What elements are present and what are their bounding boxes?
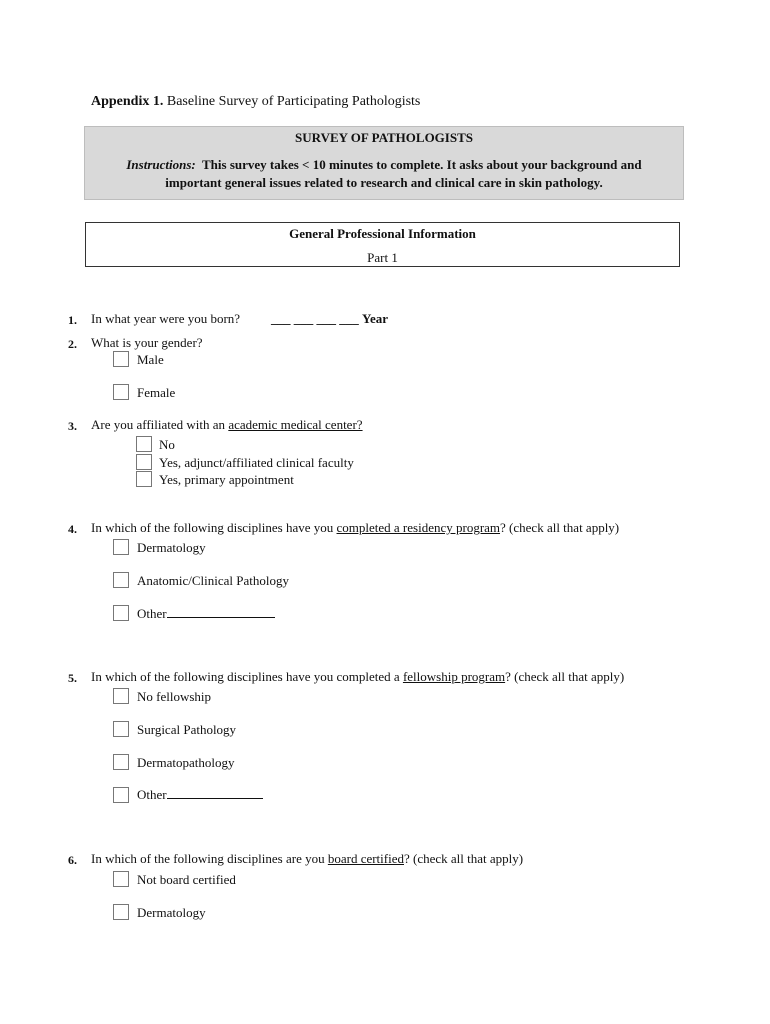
question-number: 4. bbox=[68, 522, 77, 536]
checkbox-female[interactable] bbox=[113, 384, 129, 400]
option-label: Yes, primary appointment bbox=[159, 472, 294, 487]
option-label: Anatomic/Clinical Pathology bbox=[137, 573, 290, 588]
academic-medical-center-link: academic medical center? bbox=[228, 417, 363, 432]
section-header-box bbox=[85, 222, 680, 267]
option-other bbox=[137, 787, 263, 803]
checkbox-adjunct-faculty[interactable] bbox=[136, 454, 152, 470]
question-4-text bbox=[91, 520, 619, 536]
option-label: No bbox=[159, 437, 175, 452]
question-5-text bbox=[91, 669, 624, 685]
option-label: Surgical Pathology bbox=[137, 722, 237, 737]
checkbox-male[interactable] bbox=[113, 351, 129, 367]
question-6-text bbox=[91, 851, 523, 867]
checkbox-surgical-pathology[interactable] bbox=[113, 721, 129, 737]
checkbox-dermatology[interactable] bbox=[113, 539, 129, 555]
year-blanks: ___ ___ ___ ___ bbox=[271, 311, 359, 326]
checkbox-other-fellowship[interactable] bbox=[113, 787, 129, 803]
question-3-text bbox=[91, 417, 363, 433]
question-number: 3. bbox=[68, 419, 77, 433]
question-5-suffix: ? (check all that apply) bbox=[505, 669, 625, 684]
page-heading bbox=[91, 94, 420, 110]
question-number: 2. bbox=[68, 337, 77, 351]
birth-year-field[interactable] bbox=[271, 311, 388, 327]
question-5-prefix: In which of the following disciplines have you completed a bbox=[91, 669, 403, 684]
question-number: 5. bbox=[68, 671, 77, 685]
option-label: Dermatology bbox=[137, 540, 206, 555]
instructions-line-1: This survey takes < 10 minutes to complete. It asks about your background and bbox=[202, 157, 642, 172]
option-label: Yes, adjunct/affiliated clinical faculty bbox=[159, 455, 354, 470]
survey-title: SURVEY OF PATHOLOGISTS bbox=[295, 130, 473, 145]
checkbox-no-fellowship[interactable] bbox=[113, 688, 129, 704]
question-4-suffix: ? (check all that apply) bbox=[500, 520, 620, 535]
question-1-text: In what year were you born? bbox=[91, 311, 241, 326]
option-label: Other bbox=[137, 606, 167, 621]
instructions-box bbox=[84, 126, 684, 200]
option-other bbox=[137, 606, 275, 622]
option-label: Dermatopathology bbox=[137, 755, 235, 770]
checkbox-anatomic-clinical-pathology[interactable] bbox=[113, 572, 129, 588]
question-4-prefix: In which of the following disciplines have you bbox=[91, 520, 337, 535]
checkbox-board-dermatology[interactable] bbox=[113, 904, 129, 920]
instructions-text bbox=[95, 156, 673, 192]
question-2-text: What is your gender? bbox=[91, 335, 203, 350]
option-label: Female bbox=[137, 385, 176, 400]
question-3-prefix: Are you affiliated with an bbox=[91, 417, 229, 432]
question-6-prefix: In which of the following disciplines are you bbox=[91, 851, 328, 866]
checkbox-no[interactable] bbox=[136, 436, 152, 452]
year-label: Year bbox=[362, 311, 388, 326]
question-number: 6. bbox=[68, 853, 77, 867]
option-label: Not board certified bbox=[137, 872, 236, 887]
question-6-suffix: ? (check all that apply) bbox=[404, 851, 524, 866]
checkbox-other-residency[interactable] bbox=[113, 605, 129, 621]
section-part: Part 1 bbox=[367, 250, 398, 265]
option-label: Dermatology bbox=[137, 905, 206, 920]
checkbox-primary-appointment[interactable] bbox=[136, 471, 152, 487]
instructions-label: Instructions: bbox=[126, 157, 196, 172]
option-label: Other bbox=[137, 787, 167, 802]
other-blank-line[interactable] bbox=[167, 797, 263, 799]
option-label: No fellowship bbox=[137, 689, 212, 704]
instructions-line-2: important general issues related to research and clinical care in skin pathology. bbox=[165, 175, 603, 190]
board-certified-link: board certified bbox=[327, 851, 404, 866]
residency-program-link: completed a residency program bbox=[336, 520, 501, 535]
checkbox-not-board-certified[interactable] bbox=[113, 871, 129, 887]
checkbox-dermatopathology[interactable] bbox=[113, 754, 129, 770]
option-label: Male bbox=[137, 352, 164, 367]
fellowship-program-link: fellowship program bbox=[402, 669, 506, 684]
other-blank-line[interactable] bbox=[167, 616, 275, 618]
question-number: 1. bbox=[68, 313, 77, 327]
heading-label: Appendix 1. bbox=[91, 94, 164, 109]
heading-title: Baseline Survey of Participating Pathologists bbox=[163, 94, 421, 109]
section-title: General Professional Information bbox=[289, 226, 476, 241]
